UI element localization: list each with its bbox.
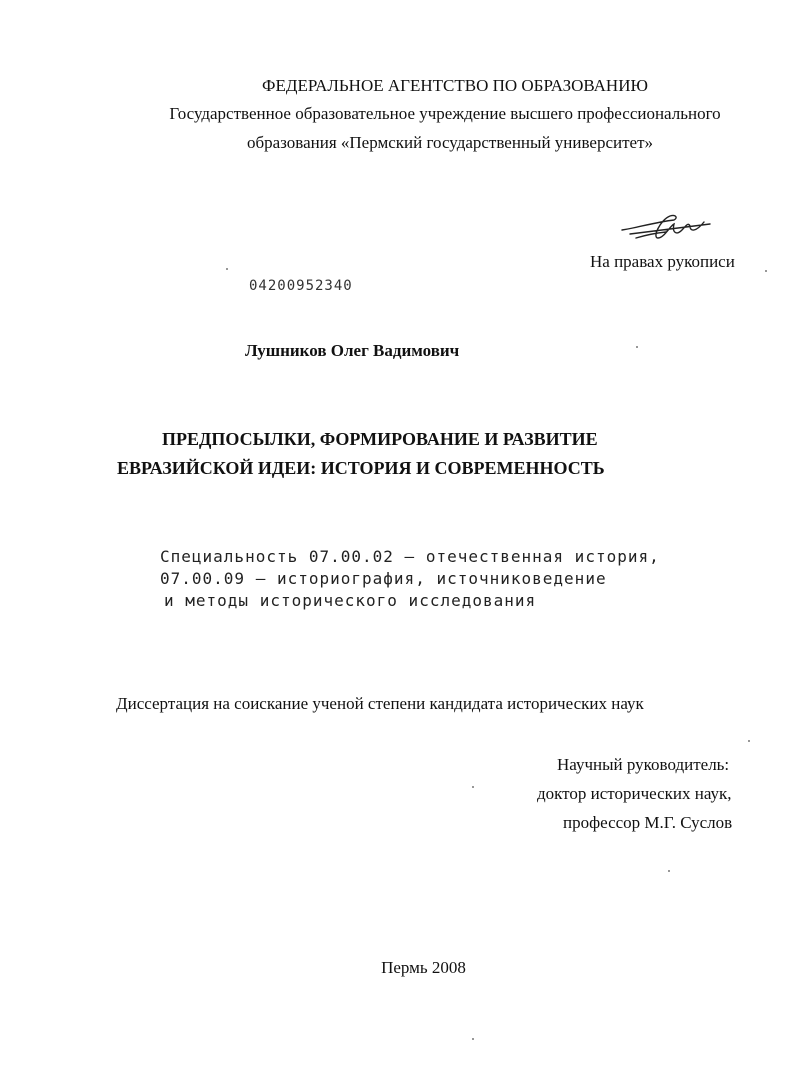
signature-mark xyxy=(616,208,716,248)
supervisor-name: профессор М.Г. Суслов xyxy=(563,813,733,832)
specialty-line-2: 07.00.09 – историография, источниковедение xyxy=(160,569,607,588)
specialty-line-3: и методы исторического исследования xyxy=(164,591,537,610)
title-line-2: ЕВРАЗИЙСКОЙ ИДЕИ: ИСТОРИЯ И СОВРЕМЕННОСТЬ xyxy=(117,458,605,478)
place-year: Пермь 2008 xyxy=(381,958,466,977)
scan-speck xyxy=(636,346,638,348)
degree-statement: Диссертация на соискание ученой степени кандидата исторических наук xyxy=(116,694,644,713)
supervisor-label: Научный руководитель: xyxy=(557,755,730,774)
manuscript-rights-label: На правах рукописи xyxy=(590,252,735,271)
scan-speck xyxy=(472,786,474,788)
scan-speck xyxy=(668,870,670,872)
title-line-1: ПРЕДПОСЫЛКИ, ФОРМИРОВАНИЕ И РАЗВИТИЕ xyxy=(162,429,598,449)
specialty-line-1: Специальность 07.00.02 – отечественная история, xyxy=(160,547,660,566)
author-name: Лушников Олег Вадимович xyxy=(245,341,460,360)
scan-speck xyxy=(748,740,750,742)
registration-number: 04200952340 xyxy=(249,278,353,294)
scan-speck xyxy=(472,1038,474,1040)
agency-heading: ФЕДЕРАЛЬНОЕ АГЕНТСТВО ПО ОБРАЗОВАНИЮ xyxy=(262,76,648,95)
institution-line-2: образования «Пермский государственный университет» xyxy=(246,133,654,152)
scan-speck xyxy=(765,270,767,272)
supervisor-degree: доктор исторических наук, xyxy=(537,784,732,803)
institution-line-1: Государственное образовательное учреждение высшего профессионального xyxy=(169,104,721,123)
scan-speck xyxy=(226,268,228,270)
